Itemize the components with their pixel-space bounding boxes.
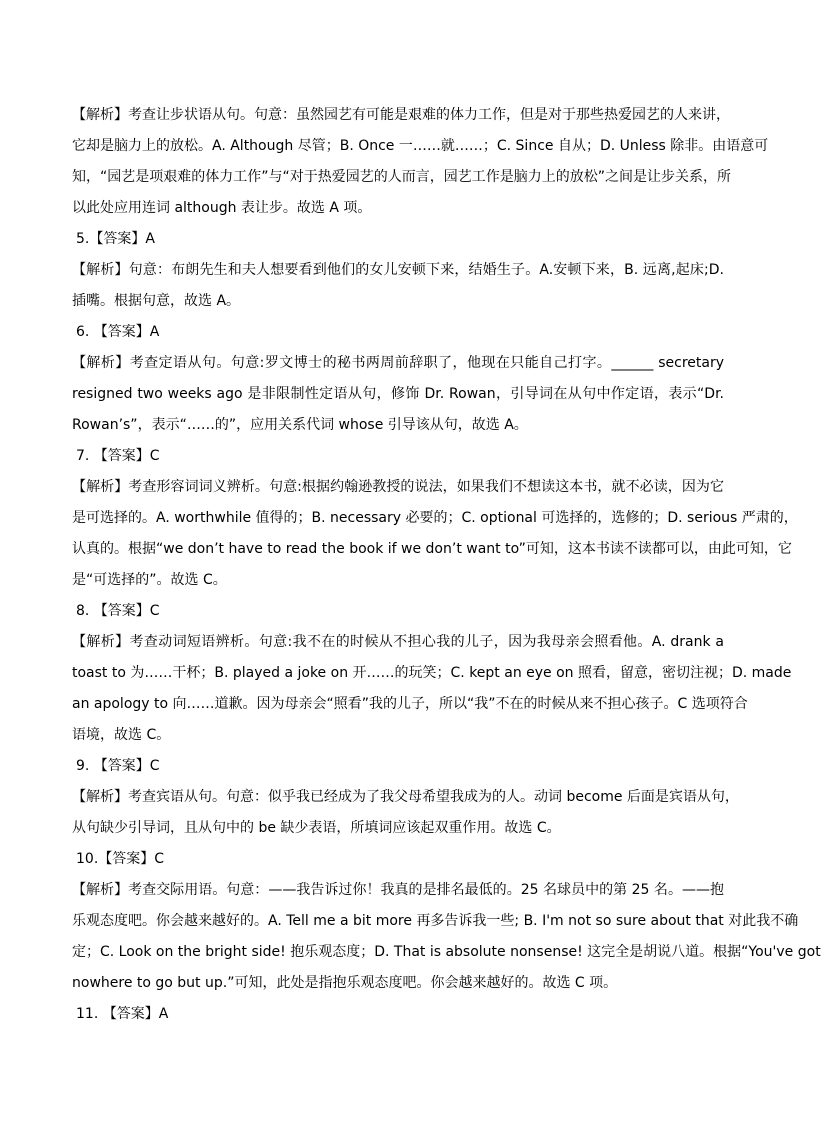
answer-heading: 7. 【答案】C [76,448,160,464]
answer-heading: 10.【答案】C [76,851,165,867]
text-line: 语境，故选 C。 [72,727,171,743]
answer-heading: 8. 【答案】C [76,603,160,619]
text-line: 【解析】考查宾语从句。句意：似乎我已经成为了我父母希望我成为的人。动词 become 后面是宾语从句， [72,789,739,805]
text-line: 它却是脑力上的放松。A. Although 尽管；B. Once 一……就……；C. Since 自从；D. Unless 除非。由语意可 [72,138,769,154]
text-line: 【解析】句意：布朗先生和夫人想要看到他们的女儿安顿下来，结婚生子。A.安顿下来，B. 远离,起床;D. [72,262,724,278]
text-line: Rowan’s”，表示“……的”，应用关系代词 whose 引导该从句，故选 A。 [72,417,528,433]
answer-heading: 6. 【答案】A [76,324,160,340]
text-line: 是可选择的。A. worthwhile 值得的；B. necessary 必要的；C. optional 可选择的，选修的；D. serious 严肃的， [72,510,798,526]
text-line: 插嘴。根据句意，故选 A。 [72,293,241,309]
text-line: 【解析】考查定语从句。句意:罗文博士的秘书两周前辞职了，他现在只能自己打字。______ secretary [72,355,724,371]
text-line: 是“可选择的”。故选 C。 [72,572,227,588]
text-line: 【解析】考查形容词词义辨析。句意:根据约翰逊教授的说法，如果我们不想读这本书，就不必读，因为它 [72,479,724,495]
text-line: nowhere to go but up.”可知，此处是指抱乐观态度吧。你会越来越好的。故选 C 项。 [72,975,618,991]
text-line: an apology to 向……道歉。因为母亲会“照看”我的儿子，所以“我”不在的时候从来不担心孩子。C 选项符合 [72,696,748,712]
text-line: 知，“园艺是项艰难的体力工作”与“对于热爱园艺的人而言，园艺工作是脑力上的放松”之间是让步关系，所 [72,169,732,185]
text-line: 从句缺少引导词，且从句中的 be 缺少表语，所填词应该起双重作用。故选 C。 [72,820,561,836]
text-line: toast to 为……干杯；B. played a joke on 开……的玩笑；C. kept an eye on 照看，留意，密切注视；D. made [72,665,792,681]
text-line: 以此处应用连词 although 表让步。故选 A 项。 [72,200,372,216]
text-line: 认真的。根据“we don’t have to read the book if we don’t want to”可知，这本书读不读都可以，由此可知，它 [72,541,792,557]
answer-heading: 5.【答案】A [76,231,155,247]
text-line: resigned two weeks ago 是非限制性定语从句，修饰 Dr. Rowan，引导词在从句中作定语，表示“Dr. [72,386,724,402]
document-body [72,100,821,1030]
text-line: 【解析】考查让步状语从句。句意：虽然园艺有可能是艰难的体力工作，但是对于那些热爱园艺的人来讲， [72,107,730,123]
text-line: 【解析】考查交际用语。句意：——我告诉过你！我真的是排名最低的。25 名球员中的第 25 名。——抱 [72,882,724,898]
text-line: 定；C. Look on the bright side! 抱乐观态度；D. That is absolute nonsense! 这完全是胡说八道。根据“You've got [72,944,821,960]
answer-heading: 9. 【答案】C [76,758,160,774]
answer-heading: 11. 【答案】A [76,1006,169,1022]
text-line: 乐观态度吧。你会越来越好的。A. Tell me a bit more 再多告诉我一些; B. I'm not so sure about that 对此我不确 [72,913,799,929]
text-line: 【解析】考查动词短语辨析。句意:我不在的时候从不担心我的儿子，因为我母亲会照看他。A. drank a [72,634,724,650]
